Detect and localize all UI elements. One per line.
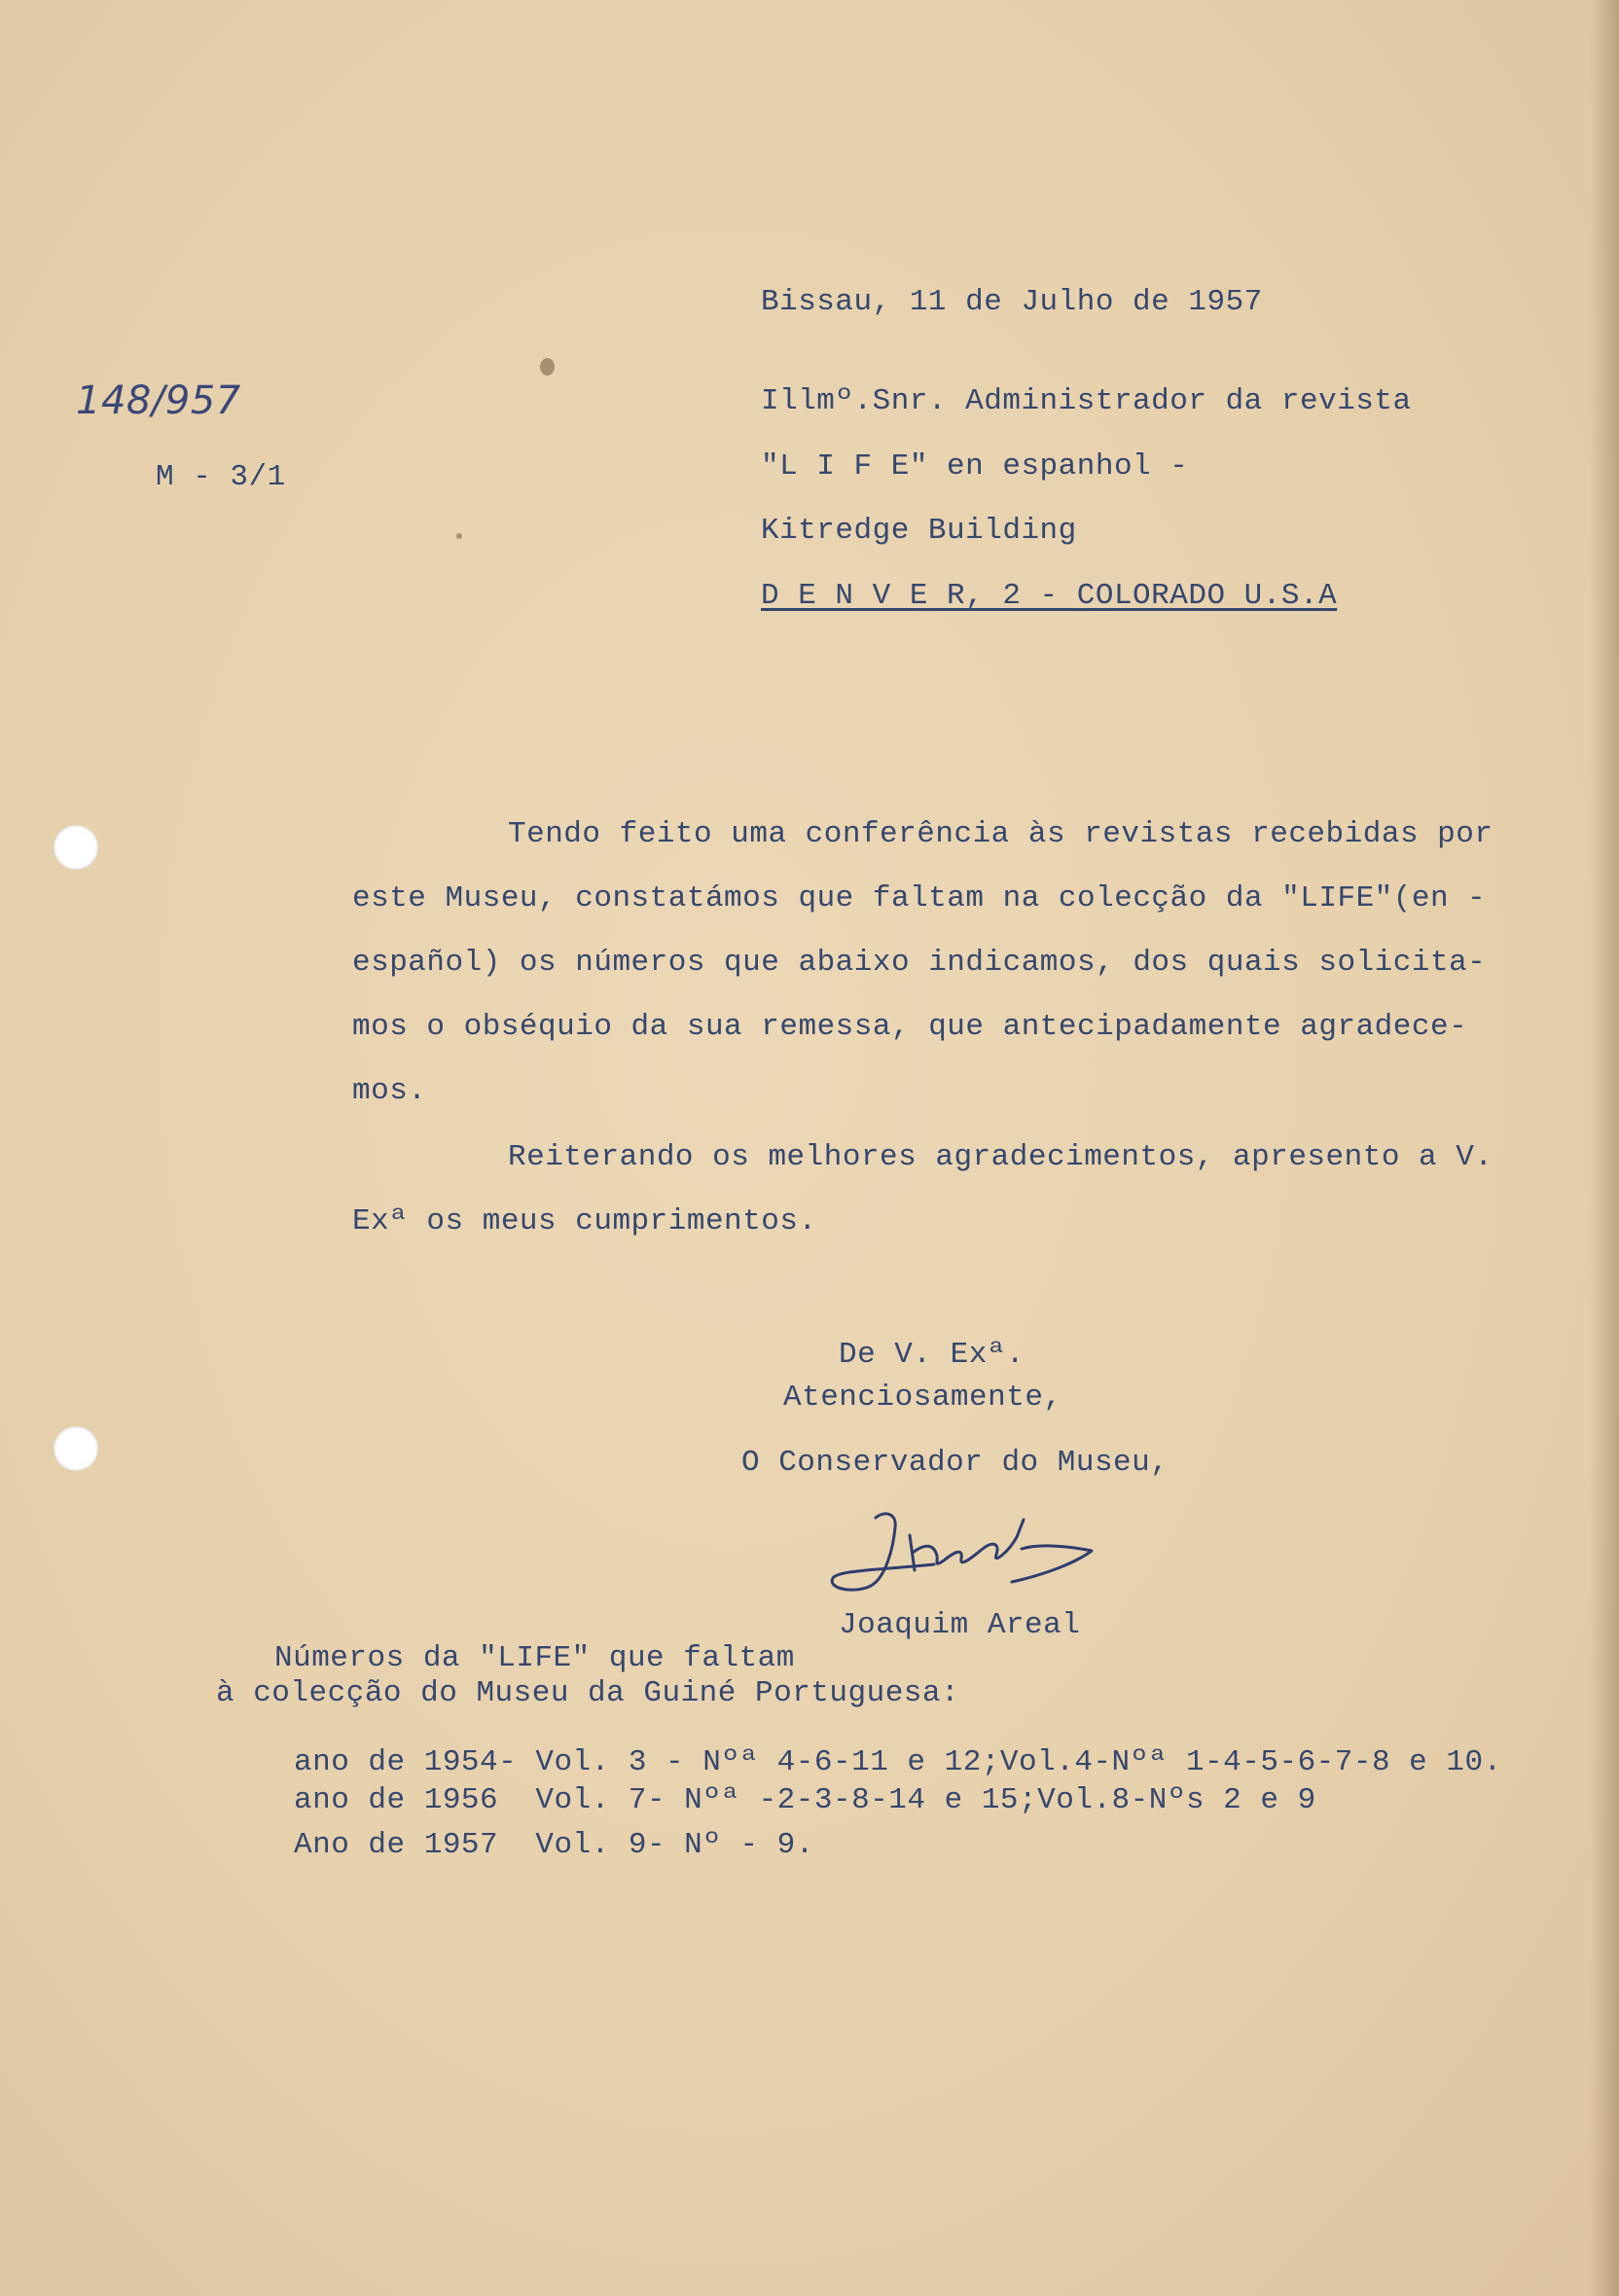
- handwritten-signature: [817, 1489, 1129, 1605]
- punch-hole-lower: [54, 1426, 98, 1471]
- addressee-line: Illmº.Snr. Administrador da revista: [761, 384, 1412, 418]
- ink-dot: [456, 533, 462, 539]
- list-heading: à colecção do Museu da Guiné Portuguesa:: [216, 1676, 960, 1710]
- list-row: Ano de 1957 Vol. 9- Nº - 9.: [294, 1828, 814, 1862]
- punch-hole-upper: [54, 825, 98, 870]
- list-heading: Números da "LIFE" que faltam: [274, 1641, 795, 1675]
- body-line: español) os números que abaixo indicamos, dos quais solicita-: [352, 946, 1487, 980]
- body-line: Tendo feito uma conferência às revistas recebidas por: [508, 817, 1493, 851]
- body-line: este Museu, constatámos que faltam na colecção da "LIFE"(en -: [352, 881, 1487, 915]
- addressee-city-line: D E N V E R, 2 - COLORADO U.S.A: [761, 579, 1338, 613]
- list-row: ano de 1956 Vol. 7- Nºª -2-3-8-14 e 15;Vol.8-Nºs 2 e 9: [294, 1783, 1316, 1817]
- list-row: ano de 1954- Vol. 3 - Nºª 4-6-11 e 12;Vol.4-Nºª 1-4-5-6-7-8 e 10.: [294, 1745, 1502, 1779]
- closing-line: O Conservador do Museu,: [741, 1446, 1169, 1480]
- ink-spot: [540, 358, 555, 376]
- body-line: Reiterando os melhores agradecimentos, apresento a V.: [508, 1140, 1493, 1174]
- addressee-line: Kitredge Building: [761, 514, 1077, 548]
- reference-number: 148/957: [76, 378, 241, 423]
- closing-line: De V. Exª.: [839, 1338, 1025, 1372]
- reference-code: M - 3/1: [156, 460, 286, 494]
- addressee-line: "L I F E" en espanhol -: [761, 449, 1189, 484]
- body-line: Exª os meus cumprimentos.: [352, 1204, 817, 1238]
- signatory-name: Joaquim Areal: [839, 1608, 1081, 1642]
- closing-line: Atenciosamente,: [783, 1381, 1062, 1415]
- date-line: Bissau, 11 de Julho de 1957: [761, 285, 1263, 319]
- body-line: mos.: [352, 1074, 427, 1108]
- body-line: mos o obséquio da sua remessa, que antecipadamente agradece-: [352, 1010, 1468, 1044]
